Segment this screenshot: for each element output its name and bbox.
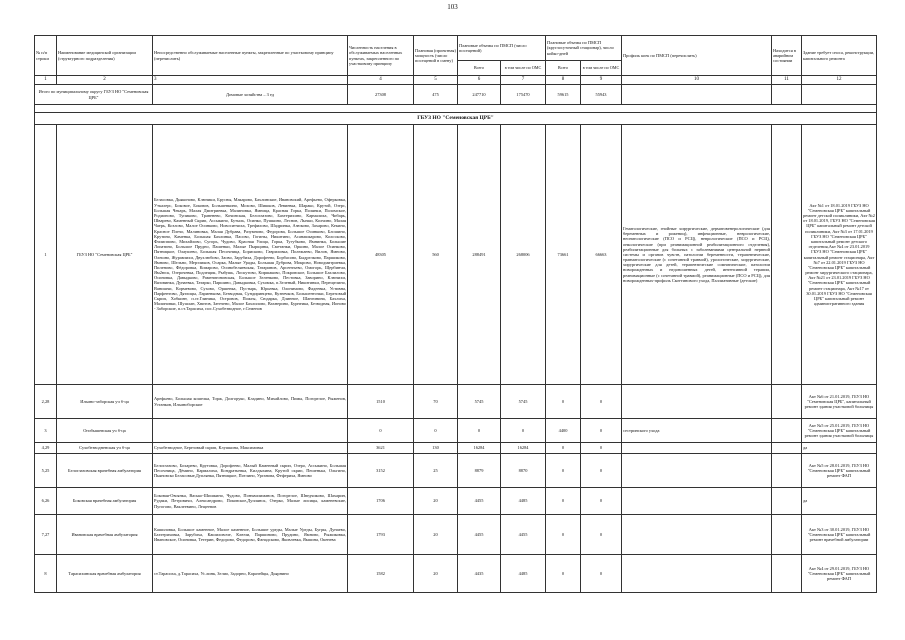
row-name: Белоглазовская врачебная амбулатория (57, 454, 153, 488)
row-places (153, 419, 348, 443)
row-bed-profile: сестринского ухода (622, 419, 772, 443)
row-emergency (772, 385, 802, 419)
district-total-beds-total: 59615 (546, 85, 581, 105)
row-bed-profile (622, 515, 772, 555)
row-visits-oms: 8870 (501, 454, 546, 488)
table-row (35, 125, 877, 385)
row-emergency (772, 125, 802, 385)
row-beds-total: 0 (546, 555, 581, 593)
row-visits-total: 16284 (458, 443, 501, 454)
row-emergency (772, 419, 802, 443)
row-beds-total: 0 (546, 488, 581, 515)
row-repair: да (802, 488, 877, 515)
row-population: 1706 (348, 488, 414, 515)
row-capacity: 560 (414, 125, 458, 385)
row-repair: да (802, 443, 877, 454)
column-number: 2 (57, 76, 153, 85)
row-places: Арефьево, Большая кошелка, Торж, Долгоруко, Кладино, Михайлово, Пимы, Погорелое, Рыженов, Устанков, Ильиноборские (153, 385, 348, 419)
header-repair: Здание требует сноса, реконструкции, капитального ремонта (802, 36, 877, 76)
row-name: Сухобезводненская уч б-ца (57, 443, 153, 454)
row-beds-oms: 0 (581, 555, 622, 593)
header-visits: Плановые объемы по ПМСП (число посещений) (458, 36, 546, 61)
row-bed-profile (622, 488, 772, 515)
row-capacity: 20 (414, 555, 458, 593)
row-visits-oms: 4485 (501, 488, 546, 515)
row-population: 3621 (348, 443, 414, 454)
subheader-visits-total: Всего (458, 61, 501, 76)
column-number: 12 (802, 76, 877, 85)
row-capacity: 20 (414, 515, 458, 555)
header-organization: Наименование медицинской организации (структурного подразделения) (57, 36, 153, 76)
header-num: № п/п строки (35, 36, 57, 76)
row-emergency (772, 454, 802, 488)
row-beds-total: 0 (546, 515, 581, 555)
column-number: 5 (414, 76, 458, 85)
header-places: Непосредственно обслуживаемые населенные пункты, закрепленные по участковому принципу (перечислить) (153, 36, 348, 76)
row-visits-total: 288491 (458, 125, 501, 385)
row-repair: Акт №6 от 21.01.2019, ГБУЗ НО "Семеновская ЦРБ", капитальный ремонт здания участковой больницы (802, 385, 877, 419)
row-visits-oms: 5745 (501, 385, 546, 419)
row-num: 3 (35, 419, 57, 443)
table-row (35, 443, 877, 454)
row-population: 1793 (348, 515, 414, 555)
row-visits-oms: 0 (501, 419, 546, 443)
section-title: ГБУЗ НО "Семеновская ЦРБ" (35, 113, 877, 125)
row-beds-total: 0 (546, 385, 581, 419)
row-visits-total: 4435 (458, 555, 501, 593)
row-beds-oms: 0 (581, 419, 622, 443)
row-name: Ильино-заборская уч б-ца (57, 385, 153, 419)
row-emergency (772, 488, 802, 515)
district-total-beds-oms: 55943 (581, 85, 622, 105)
row-beds-total: 0 (546, 443, 581, 454)
row-capacity: 25 (414, 454, 458, 488)
row-beds-oms: 0 (581, 488, 622, 515)
district-total-places: Домовые хозяйства – 3 ед (153, 85, 348, 105)
row-num: 7,27 (35, 515, 57, 555)
row-emergency (772, 443, 802, 454)
column-number: 6 (458, 76, 501, 85)
row-beds-total: 0 (546, 454, 581, 488)
row-bed-profile (622, 385, 772, 419)
row-population: 3152 (348, 454, 414, 488)
table-row (35, 454, 877, 488)
row-name: Огибышевская уч б-ца (57, 419, 153, 443)
row-visits-total: 5745 (458, 385, 501, 419)
row-beds-oms: 66663 (581, 125, 622, 385)
row-places: Белоглазово, Бохарево, Крутовка, Дорофеево, Малый Каменный скрип, Озеро, Ассыкино, Большая Песочница, Дёмино, Кармалиха, Кондратьевка, Килдыхина, Крутой скрип, Пешенька, Ольгино, Пьяновско Беласовые,Дуплянка, Пятницкое, Потлино, Урганова, Фефериха, Ямново (153, 454, 348, 488)
row-places: ст.Тарасиха, д.Тарасиха, Ус.линк, Зелио, Задорно, Каразейцы, Дьярнино (153, 555, 348, 593)
row-visits-oms: 4455 (501, 515, 546, 555)
row-population: 1582 (348, 555, 414, 593)
row-capacity: 70 (414, 385, 458, 419)
facilities-table (34, 35, 877, 593)
table-row (35, 555, 877, 593)
section-header-row (35, 113, 877, 125)
table-row (35, 385, 877, 419)
row-repair: Акт №1 от 18.01.2019 ГБУЗ НО "Семеновская ЦРБ" капитальный ремонт детской поликлиники, Акт №2 от 18.01.2019, ГБУЗ НО "Семеновская ЦРБ" капитальный ремонт детской поликлиники, Акт №3 от 17.01.2019 ГБУЗ НО "Семеновская ЦРБ" капитальный ремонт детского отделения,Акт №4 от 23.01.2019 ГБУЗ НО "Семеновская ЦРБ" капитальный ремонт стационара, Акт №7 от 22.01.2019 ГБУЗ НО "Семеновская ЦРБ" капитальный ремонт хирургического стационара, Акт №21 от 23.01.2019 ГБУЗ НО "Семеновская ЦРБ" капитальный ремонт стационара, Акт №17 от 30.01.2019 ГБУЗ НО "Семеновская ЦРБ" капитальный ремонт административного здания (802, 125, 877, 385)
district-total-population: 27308 (348, 85, 414, 105)
row-places: Боковая-Овсянка, Васько-Шишкино, Чудово, Понъвилиманов, Погорелое, Шведчиково, Шахарин, Рудаки, Петровичи, Александрово, Поковское,Дуплянск, Озерко, Малые лисицы, каменевские, Пугогово, Ваклеевино, Лещеевов (153, 488, 348, 515)
row-num: 2,28 (35, 385, 57, 419)
row-visits-oms: 4485 (501, 555, 546, 593)
district-total-capacity: 475 (414, 85, 458, 105)
row-name: Ивановская врачебная амбулатория (57, 515, 153, 555)
district-total-visits-total: 247710 (458, 85, 501, 105)
row-population: 0 (348, 419, 414, 443)
header-row (35, 36, 877, 61)
row-capacity: 130 (414, 443, 458, 454)
row-emergency (772, 555, 802, 593)
row-beds-total: 73661 (546, 125, 581, 385)
row-places: Сухобезводное, Березовый скрип, Клушкина, Максимовка (153, 443, 348, 454)
header-population: Численность населения в обслуживаемых населенных пунктах, закрепленного по участковому принципу (348, 36, 414, 76)
header-bed-profile: Профиль коек по ПМСП (перечислить) (622, 36, 772, 76)
column-number: 9 (581, 76, 622, 85)
row-beds-oms: 0 (581, 443, 622, 454)
row-repair: Акт №4 от 29.01.2019, ГБУЗ НО "Семеновская ЦРБ" капитальный ремонт ФАП (802, 555, 877, 593)
column-number: 11 (772, 76, 802, 85)
row-name: Тарасихинская врачебная амбулатория (57, 555, 153, 593)
row-emergency (772, 515, 802, 555)
row-bed-profile: Гематологические, гнойные хирургические, дерматовенерологические (для беременных и рожениц), инфекционные, неврологические, неонатологические (ПСО и РСЦ), неврологические (ПСО и РСЦ), онкологические (при реанимационной реабилитационного отделения), реабилитационные для больных с заболеваниями центральной нервной системы и органов чувств, патологии беременности, терапевтические, травматологические (с сочетанной травмой), урологические, хирургические, хирургические для детей, терапевтические сомнатические, патологии новорожденных и недоношенных детей, интенсивной терапии, реанимационные (с сочетанной травмой), реанимационные (ПСО и РСЦ), для новорожденных-профиль Скоттинового ухода, Паллиативные (детские) (622, 125, 772, 385)
row-repair: Акт №5 от 28.01.2019, ГБУЗ НО "Семеновская ЦРБ" капитальный ремонт ФАП (802, 454, 877, 488)
row-population: 1510 (348, 385, 414, 419)
row-repair: Акт №5 от 25.01.2019, ГБУЗ НО "Семеновская ЦРБ" капитальный ремонт здания участковой больницы (802, 419, 877, 443)
row-visits-total: 4455 (458, 515, 501, 555)
empty-cell (35, 105, 877, 113)
header-emergency: Находится в аварийном состоянии (772, 36, 802, 76)
column-number: 10 (622, 76, 772, 85)
column-number: 7 (501, 76, 546, 85)
table-row (35, 515, 877, 555)
row-num: 6,26 (35, 488, 57, 515)
row-repair: Акт №3 от 30.01.2019, ГБУЗ НО "Семеновская ЦРБ" капитальный ремонт врачебной амбулатории (802, 515, 877, 555)
row-beds-total: 4400 (546, 419, 581, 443)
row-name: ГБУЗ НО "Семеновская ЦРБ" (57, 125, 153, 385)
empty-cell (802, 85, 877, 105)
district-total-visits-oms: 175470 (501, 85, 546, 105)
row-capacity: 20 (414, 488, 458, 515)
empty-cell (622, 85, 772, 105)
row-beds-oms: 0 (581, 385, 622, 419)
row-visits-total: 4455 (458, 488, 501, 515)
row-visits-total: 0 (458, 419, 501, 443)
row-num: 1 (35, 125, 57, 385)
column-number: 4 (348, 76, 414, 85)
row-bed-profile (622, 454, 772, 488)
row-population: 48305 (348, 125, 414, 385)
table-row (35, 488, 877, 515)
spacer-row (35, 105, 877, 113)
row-capacity: 0 (414, 419, 458, 443)
row-name: Боковская врачебная амбулатория (57, 488, 153, 515)
row-num: 4,29 (35, 443, 57, 454)
district-total-row (35, 85, 877, 105)
column-number: 8 (546, 76, 581, 85)
row-num: 5,25 (35, 454, 57, 488)
row-num: 8 (35, 555, 57, 593)
row-visits-oms: 16284 (501, 443, 546, 454)
column-number: 3 (153, 76, 348, 85)
table-row (35, 419, 877, 443)
row-visits-total: 8879 (458, 454, 501, 488)
subheader-beds-oms: в том числе по ОМС (581, 61, 622, 76)
row-places: Беласовка, Дьяконово, Ключики, Брусны, Макарово, Бахлинские, Ивановский, Арефьево, Оферковка, Уткалерс, Боковое, Боковов, Большевкино, Мохово, Шишков, Левиевка, Шарако, Крутой, Озерс, Большая Чекарь, Малая Дмитриевка, Малиновка, Ямница, Красная Горка, Полянки, Поломское, Родионово, Тупиково, Травенево, Кочинская, Белоглазово, Бахтерихино, Кармалиха, Чибарь, Шварево, Каменный Скрип, Ассыкино, Бутыль, Осинко, Пушкино, Леснов, Лычки, Колчино, Малая Чаерь, Козлово, Малое Осинково, Новоситчиха, Трефилово, Шадринка, Азюково, Захарово, Кекино, Красное Плечо, Малиновка, Малая Дубрава, Разумново, Федорова, Большое Осинково, Блошино, Крутино, Каменка, Большая Бахлинка, Пасово, Гогины, Никитино, Асанашкарово, Колосково, Филиппово, Михайлово, Сугорь, Чудово, Красная Улица, Горка, Тугубково, Ямнинка, Большие Лопатино, Большое Прудно, Пашенки, Малые Пырщины, Сметанки, Оркино, Малое Осинково, Пятницкое, Олаушево, Большая Песочница, Борисково, Гавриловка, Полежаево, Вилов, Ямново, Олешно, Журавлихи, Двухлюбово, Заово, Зарубиха, Дорофеево, Борбасово, Быдрелково, Паршиково, Ямново, Шельно, Мерзликов, Осарка, Малые Урады, Большая Дуброва, Мокрово, Новодмитриевка, Пиленово, Фёдоровка, Комарово, Осинобеляевская, Татаринов, Арсентьево, Омогорь, Щербинчи, Ям2юск, Озерочевка, Подлещик, Рыбушь, Лоскутово, Киршаково, Покровское, Большое Бахлилово, Осиновка, Давыдково, Раменатоновская, Большое Зеленково, Пестовка, Заворино, Ключихи, Вязовинка, Дунаевка, Татарко, Паршино, Давыдковка, Сухомка, п.Зеленый, Никитинки, Перещелино, Ванишчи, Кормевово, Сухово, Оршенка, Пустырь, Юрьевка, Олонимово, Фадеевка, Устивна, Парфентово, Дятлицы, Лариенкова, Безводная, Сундиринцево, Кузнечков, Большенточки, Березовый Скрип, Хобкинт, п.ст.Глиника, Островов, Пожгы, Сюдарка, Длинное, Шангинина, Бахлиха, Малиновки, Шушлан, Хвитов, Затечено, Малое Бахлилово, Вахнерино, Бурнеика, Безводная, Ионово - Заборские, п.ст.Тарасиха, пос.Сухобезводное, г.Семенов (153, 125, 348, 385)
row-beds-oms: 0 (581, 454, 622, 488)
subheader-beds-total: Всего (546, 61, 581, 76)
header-beds: Плановые объемы по ПМСП (круглосуточный стационар), число койко-дней (546, 36, 622, 61)
subheader-visits-oms: в том числе по ОМС (501, 61, 546, 76)
row-beds-oms: 0 (581, 515, 622, 555)
header-capacity: Плановая (проектная) мощность (число посещений в смену) (414, 36, 458, 76)
page-number: 103 (447, 3, 458, 11)
row-bed-profile (622, 555, 772, 593)
column-number: 1 (35, 76, 57, 85)
row-bed-profile (622, 443, 772, 454)
column-number-row (35, 76, 877, 85)
row-places: Кашиловка, Большое каменное, Малое каменное, Большие уреды, Малые Уреды, Бугры, Дунаево, Бахтериховка, Зарубиха, Кашиловоче, Ключи, Паршиново, Прудино, Ямново, Рыжиковка, Ивановское, Осиновка, Тетерин, Федорово, Федорово, Фанадсково, Яковлевка, Якшина, Окенева (153, 515, 348, 555)
empty-cell (772, 85, 802, 105)
district-total-label: Итого по муниципальному округу ГБУЗ НО "Семеновская ЦРБ" (35, 85, 153, 105)
row-visits-oms: 268006 (501, 125, 546, 385)
